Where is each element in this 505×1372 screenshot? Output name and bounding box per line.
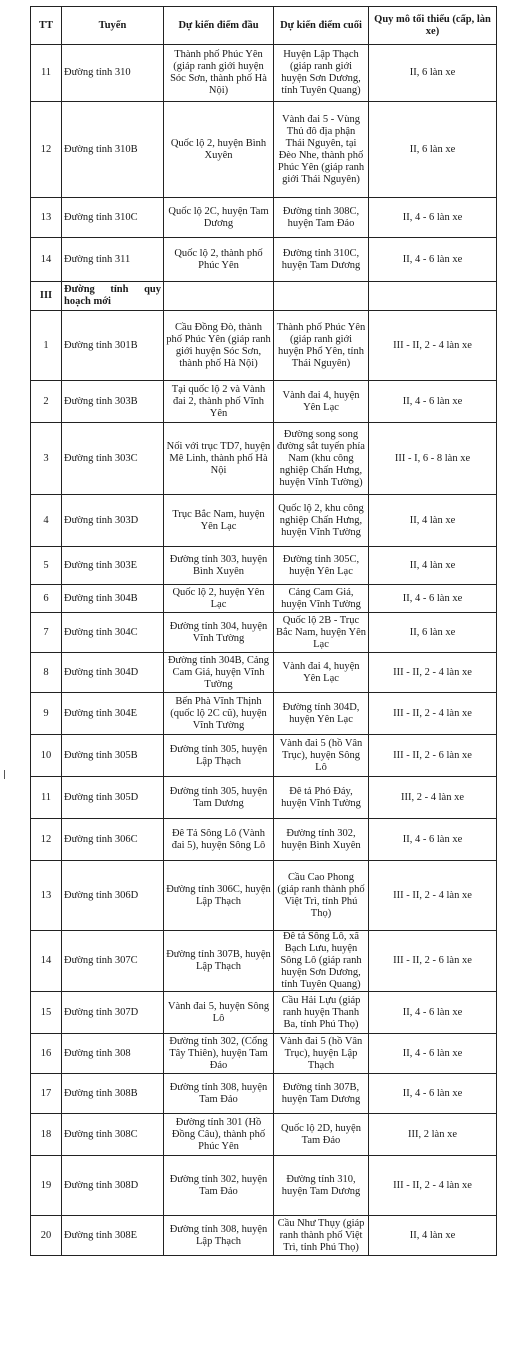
table-row <box>31 1074 497 1114</box>
road-plan-table <box>30 6 497 1256</box>
cell-end-point: Cầu Hải Lựu (giáp ranh huyện Thanh Ba, tỉnh Phú Thọ) <box>274 992 369 1034</box>
cell-route: Đường tỉnh 308C <box>62 1114 164 1156</box>
cell-route: Đường tỉnh 305B <box>62 735 164 777</box>
cell-min-scale: II, 4 - 6 làn xe <box>369 992 497 1034</box>
table-row <box>31 653 497 693</box>
cell-tt: 11 <box>31 777 62 819</box>
cell-end-point: Đường tỉnh 304D, huyện Yên Lạc <box>274 693 369 735</box>
cell-start-point: Quốc lộ 2C, huyện Tam Dương <box>164 198 274 238</box>
cell-min-scale: II, 4 - 6 làn xe <box>369 1034 497 1074</box>
table-row <box>31 777 497 819</box>
cell-end-point: Vành đai 4, huyện Yên Lạc <box>274 653 369 693</box>
cell-min-scale: III - I, 6 - 8 làn xe <box>369 423 497 495</box>
table-row <box>31 495 497 547</box>
table-row <box>31 198 497 238</box>
table-row <box>31 992 497 1034</box>
cell-start-point: Trục Bắc Nam, huyện Yên Lạc <box>164 495 274 547</box>
cell-end-point: Quốc lộ 2D, huyện Tam Đảo <box>274 1114 369 1156</box>
cell-tt: 17 <box>31 1074 62 1114</box>
cell-end-point: Vành đai 4, huyện Yên Lạc <box>274 381 369 423</box>
cell-route: Đường tỉnh 306C <box>62 819 164 861</box>
cell-route: Đường tỉnh 304D <box>62 653 164 693</box>
cell-tt: 15 <box>31 992 62 1034</box>
cell-start-point: Vành đai 5, huyện Sông Lô <box>164 992 274 1034</box>
cell-route: Đường tỉnh 310B <box>62 102 164 198</box>
cell-end-point: Đê tả Phó Đáy, huyện Vĩnh Tường <box>274 777 369 819</box>
cell-end-point: Quốc lộ 2, khu công nghiệp Chấn Hưng, huyện Vĩnh Tường <box>274 495 369 547</box>
cell-end-point: Đê tả Sông Lô, xã Bạch Lưu, huyện Sông Lô (giáp ranh huyện Sơn Dương, tỉnh Tuyên Quang) <box>274 931 369 992</box>
cell-tt: 13 <box>31 861 62 931</box>
cell-route: Đường tỉnh 310C <box>62 198 164 238</box>
cell-start-point: Nối với trục TD7, huyện Mê Linh, thành phố Hà Nội <box>164 423 274 495</box>
table-row <box>31 861 497 931</box>
cell-start-point: Đường tỉnh 303, huyện Bình Xuyên <box>164 547 274 585</box>
cell-min-scale: III - II, 2 - 4 làn xe <box>369 653 497 693</box>
cell-route: Đường tỉnh 301B <box>62 311 164 381</box>
table-row <box>31 1216 497 1256</box>
cell-tt: III <box>31 282 62 311</box>
cell-tt: 6 <box>31 585 62 613</box>
cell-start-point: Đường tỉnh 305, huyện Tam Dương <box>164 777 274 819</box>
cell-end-point: Đường tỉnh 302, huyện Bình Xuyên <box>274 819 369 861</box>
cell-route: Đường tỉnh 303C <box>62 423 164 495</box>
cell-end-point: Cầu Cao Phong (giáp ranh thành phố Việt Trì, tỉnh Phú Thọ) <box>274 861 369 931</box>
cell-min-scale: II, 4 - 6 làn xe <box>369 1074 497 1114</box>
cell-tt: 3 <box>31 423 62 495</box>
cell-end-point: Vành đai 5 (hồ Vân Trục), huyện Lập Thạch <box>274 1034 369 1074</box>
header-end-point: Dự kiến điểm cuối <box>274 7 369 45</box>
cell-tt: 9 <box>31 693 62 735</box>
table-row <box>31 1114 497 1156</box>
cell-tt: 14 <box>31 238 62 282</box>
header-tt: TT <box>31 7 62 45</box>
cell-start-point: Đường tỉnh 308, huyện Tam Đảo <box>164 1074 274 1114</box>
cell-route: Đường tỉnh 311 <box>62 238 164 282</box>
margin-mark <box>4 770 5 779</box>
cell-route: Đường tỉnh 308D <box>62 1156 164 1216</box>
cell-route: Đường tỉnh 308E <box>62 1216 164 1256</box>
cell-min-scale: III - II, 2 - 6 làn xe <box>369 735 497 777</box>
cell-min-scale: II, 4 - 6 làn xe <box>369 198 497 238</box>
cell-start-point: Quốc lộ 2, huyện Bình Xuyên <box>164 102 274 198</box>
cell-start-point: Quốc lộ 2, huyện Yên Lạc <box>164 585 274 613</box>
cell-min-scale: II, 4 làn xe <box>369 495 497 547</box>
table-row <box>31 45 497 102</box>
cell-tt: 16 <box>31 1034 62 1074</box>
cell-start-point: Đường tỉnh 302, huyện Tam Đảo <box>164 1156 274 1216</box>
table-row <box>31 585 497 613</box>
cell-start-point: Đường tỉnh 304, huyện Vĩnh Tường <box>164 613 274 653</box>
cell-start-point: Đường tỉnh 306C, huyện Lập Thạch <box>164 861 274 931</box>
cell-route: Đường tỉnh 304C <box>62 613 164 653</box>
cell-min-scale: III - II, 2 - 4 làn xe <box>369 693 497 735</box>
cell-tt: 8 <box>31 653 62 693</box>
cell-tt: 11 <box>31 45 62 102</box>
header-start-point: Dự kiến điểm đầu <box>164 7 274 45</box>
cell-min-scale: III, 2 làn xe <box>369 1114 497 1156</box>
cell-min-scale: III - II, 2 - 6 làn xe <box>369 931 497 992</box>
cell-min-scale: II, 4 - 6 làn xe <box>369 585 497 613</box>
cell-start-point <box>164 282 274 311</box>
table-row <box>31 735 497 777</box>
cell-route: Đường tỉnh 303E <box>62 547 164 585</box>
cell-end-point: Vành đai 5 - Vùng Thủ đô địa phận Thái Nguyên, tại Đèo Nhe, thành phố Phúc Yên (giáp ranh giới Thái Nguyên) <box>274 102 369 198</box>
header-min-scale: Quy mô tối thiểu (cấp, làn xe) <box>369 7 497 45</box>
cell-min-scale: III - II, 2 - 4 làn xe <box>369 311 497 381</box>
cell-tt: 10 <box>31 735 62 777</box>
cell-end-point: Cầu Như Thụy (giáp ranh thành phố Việt Trì, tỉnh Phú Thọ) <box>274 1216 369 1256</box>
cell-min-scale: II, 4 làn xe <box>369 547 497 585</box>
cell-start-point: Đường tỉnh 308, huyện Lập Thạch <box>164 1216 274 1256</box>
cell-min-scale: II, 4 - 6 làn xe <box>369 238 497 282</box>
cell-min-scale <box>369 282 497 311</box>
cell-route: Đường tỉnh 307C <box>62 931 164 992</box>
cell-end-point <box>274 282 369 311</box>
table-row <box>31 693 497 735</box>
cell-start-point: Đường tỉnh 302, (Cổng Tây Thiên), huyện Tam Đảo <box>164 1034 274 1074</box>
cell-route: Đường tỉnh 304B <box>62 585 164 613</box>
cell-start-point: Bến Phà Vĩnh Thịnh (quốc lộ 2C cũ), huyện Vĩnh Tường <box>164 693 274 735</box>
cell-min-scale: II, 6 làn xe <box>369 613 497 653</box>
cell-route: Đường tỉnh 305D <box>62 777 164 819</box>
cell-tt: 13 <box>31 198 62 238</box>
table-row <box>31 1034 497 1074</box>
cell-min-scale: II, 4 làn xe <box>369 1216 497 1256</box>
cell-route: Đường tỉnh 307D <box>62 992 164 1034</box>
table-row <box>31 381 497 423</box>
cell-tt: 1 <box>31 311 62 381</box>
cell-tt: 4 <box>31 495 62 547</box>
cell-min-scale: II, 6 làn xe <box>369 45 497 102</box>
cell-tt: 14 <box>31 931 62 992</box>
cell-tt: 18 <box>31 1114 62 1156</box>
cell-end-point: Đường tỉnh 307B, huyện Tam Dương <box>274 1074 369 1114</box>
cell-tt: 5 <box>31 547 62 585</box>
table-row <box>31 547 497 585</box>
cell-min-scale: II, 6 làn xe <box>369 102 497 198</box>
cell-end-point: Vành đai 5 (hồ Vân Trục), huyện Sông Lô <box>274 735 369 777</box>
cell-tt: 12 <box>31 102 62 198</box>
section-row <box>31 282 497 311</box>
cell-route: Đường tỉnh 303B <box>62 381 164 423</box>
table-row <box>31 1156 497 1216</box>
cell-start-point: Đường tỉnh 307B, huyện Lập Thạch <box>164 931 274 992</box>
cell-min-scale: II, 4 - 6 làn xe <box>369 381 497 423</box>
table-row <box>31 931 497 992</box>
cell-start-point: Đường tỉnh 301 (Hồ Đồng Câu), thành phố Phúc Yên <box>164 1114 274 1156</box>
cell-end-point: Quốc lộ 2B - Trục Bắc Nam, huyện Yên Lạc <box>274 613 369 653</box>
table-header-row <box>31 7 497 45</box>
cell-end-point: Đường tỉnh 310, huyện Tam Dương <box>274 1156 369 1216</box>
cell-route: Đường tỉnh 308 <box>62 1034 164 1074</box>
cell-end-point: Cảng Cam Giá, huyện Vĩnh Tường <box>274 585 369 613</box>
cell-route: Đường tỉnh quy hoạch mới <box>62 282 164 311</box>
cell-start-point: Đường tỉnh 305, huyện Lập Thạch <box>164 735 274 777</box>
cell-end-point: Đường tỉnh 310C, huyện Tam Dương <box>274 238 369 282</box>
table-row <box>31 102 497 198</box>
cell-route: Đường tỉnh 304E <box>62 693 164 735</box>
cell-route: Đường tỉnh 308B <box>62 1074 164 1114</box>
cell-start-point: Tại quốc lộ 2 và Vành đai 2, thành phố Vĩnh Yên <box>164 381 274 423</box>
table-row <box>31 238 497 282</box>
cell-min-scale: II, 4 - 6 làn xe <box>369 819 497 861</box>
cell-end-point: Thành phố Phúc Yên (giáp ranh giới huyện Phổ Yên, tỉnh Thái Nguyên) <box>274 311 369 381</box>
cell-tt: 7 <box>31 613 62 653</box>
cell-tt: 20 <box>31 1216 62 1256</box>
table-row <box>31 819 497 861</box>
cell-start-point: Đê Tả Sông Lô (Vành đai 5), huyện Sông Lô <box>164 819 274 861</box>
cell-route: Đường tỉnh 306D <box>62 861 164 931</box>
cell-start-point: Đường tỉnh 304B, Cảng Cam Giá, huyện Vĩnh Tường <box>164 653 274 693</box>
cell-tt: 19 <box>31 1156 62 1216</box>
table-row <box>31 613 497 653</box>
cell-end-point: Đường tỉnh 308C, huyện Tam Đảo <box>274 198 369 238</box>
cell-start-point: Thành phố Phúc Yên (giáp ranh giới huyện Sóc Sơn, thành phố Hà Nội) <box>164 45 274 102</box>
cell-end-point: Huyện Lập Thạch (giáp ranh giới huyện Sơn Dương, tỉnh Tuyên Quang) <box>274 45 369 102</box>
cell-route: Đường tỉnh 310 <box>62 45 164 102</box>
cell-min-scale: III - II, 2 - 4 làn xe <box>369 861 497 931</box>
cell-min-scale: III, 2 - 4 làn xe <box>369 777 497 819</box>
cell-start-point: Cầu Đồng Đò, thành phố Phúc Yên (giáp ranh giới huyện Sóc Sơn, thành phố Hà Nội) <box>164 311 274 381</box>
cell-end-point: Đường song song đường sắt tuyến phía Nam (khu công nghiệp Chấn Hưng, huyện Vĩnh Tường) <box>274 423 369 495</box>
header-route: Tuyến <box>62 7 164 45</box>
table-row <box>31 311 497 381</box>
cell-min-scale: III - II, 2 - 4 làn xe <box>369 1156 497 1216</box>
cell-end-point: Đường tỉnh 305C, huyện Yên Lạc <box>274 547 369 585</box>
cell-tt: 12 <box>31 819 62 861</box>
table-row <box>31 423 497 495</box>
cell-route: Đường tỉnh 303D <box>62 495 164 547</box>
cell-start-point: Quốc lộ 2, thành phố Phúc Yên <box>164 238 274 282</box>
cell-tt: 2 <box>31 381 62 423</box>
